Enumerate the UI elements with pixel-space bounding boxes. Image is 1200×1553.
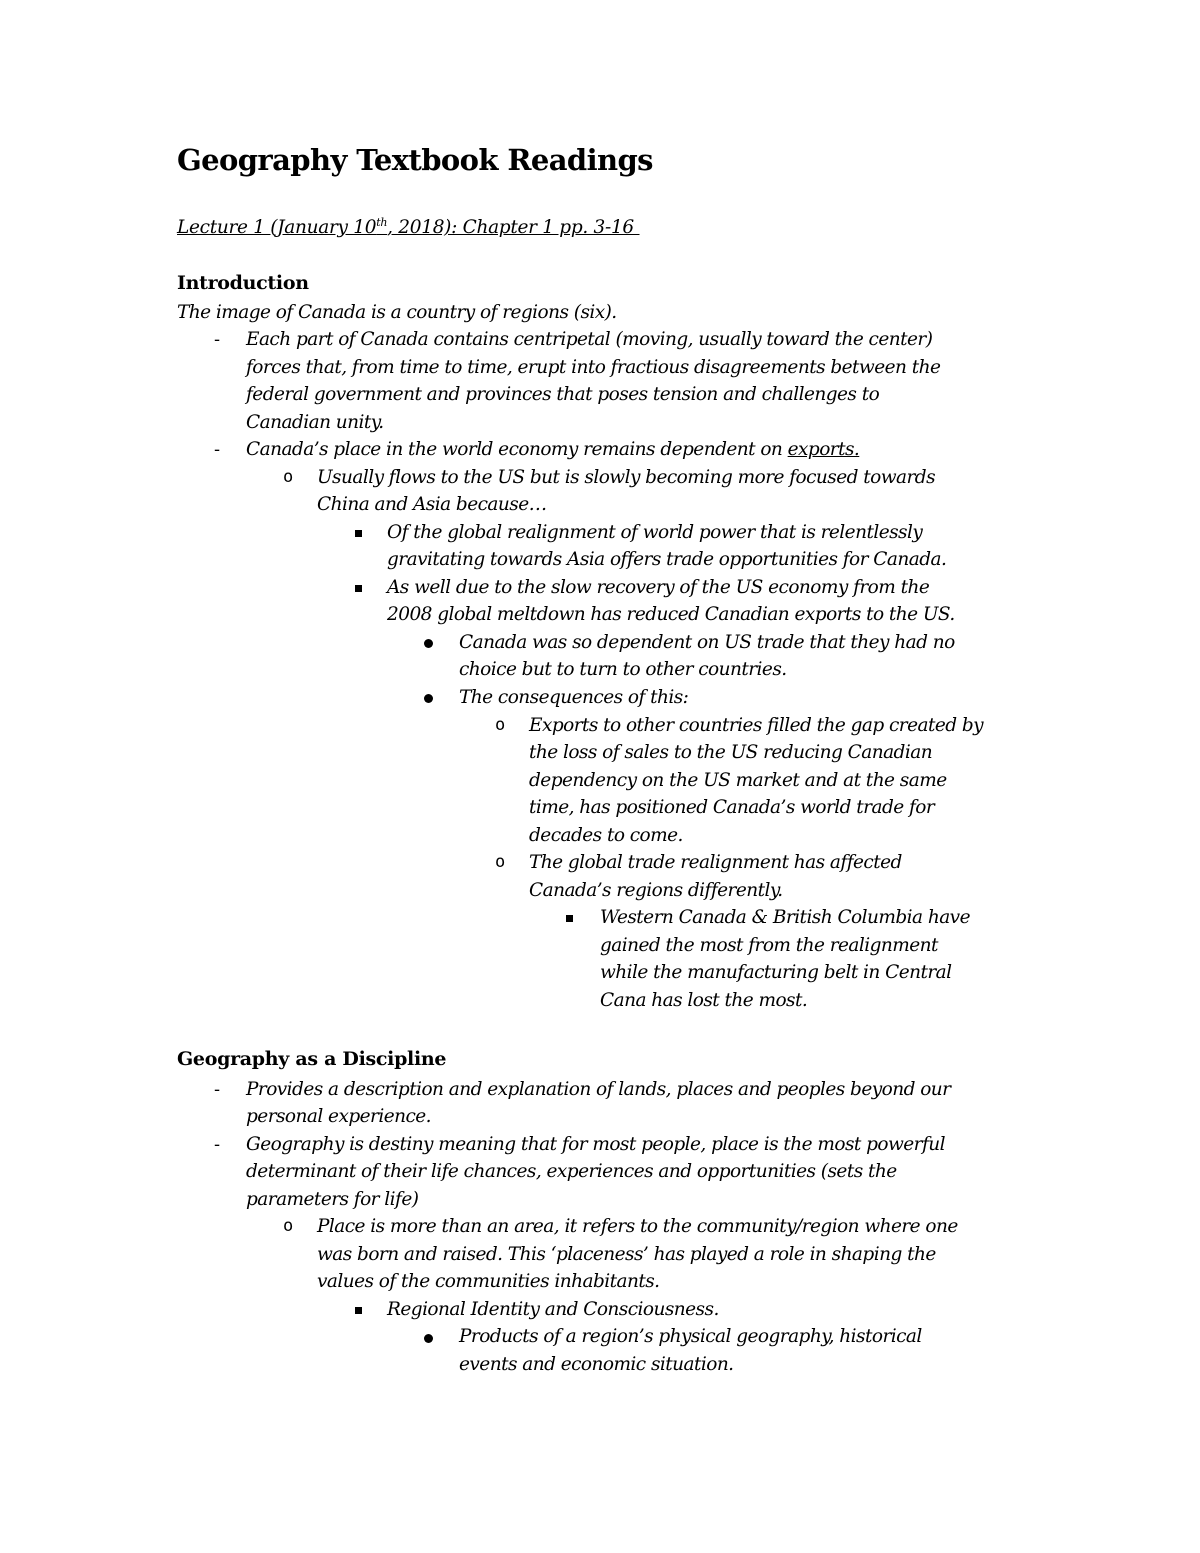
- exports-underlined: exports.: [787, 439, 860, 460]
- dot-bullet: [424, 1334, 433, 1343]
- discipline-heading: Geography as a Discipline: [177, 1048, 447, 1070]
- discipline-line-9: Regional Identity and Consciousness.: [387, 1299, 719, 1320]
- intro-line-6: [246, 436, 859, 464]
- dash-bullet: -: [214, 329, 221, 350]
- intro-line-6-text: Canada’s place in the world economy remains dependent on: [246, 439, 788, 460]
- intro-line-15: The consequences of this:: [459, 687, 689, 708]
- discipline-line-11: events and economic situation.: [459, 1354, 734, 1375]
- square-bullet: [355, 1307, 362, 1314]
- intro-line-26: Cana has lost the most.: [600, 990, 808, 1011]
- discipline-line-10: Products of a region’s physical geography, historical: [459, 1326, 922, 1347]
- intro-line-7: Usually flows to the US but is slowly becoming more focused towards: [317, 467, 936, 488]
- lecture-suffix: , 2018): Chapter 1 pp. 3-16: [387, 217, 640, 238]
- discipline-line-3: Geography is destiny meaning that for most people, place is the most powerful: [246, 1134, 945, 1155]
- circle-bullet: o: [283, 1216, 294, 1236]
- intro-line-23: Western Canada & British Columbia have: [600, 907, 970, 928]
- intro-line-4: federal government and provinces that poses tension and challenges to: [246, 384, 880, 405]
- intro-line-2: Each part of Canada contains centripetal (moving, usually toward the center): [246, 329, 933, 350]
- discipline-line-5: parameters for life): [246, 1189, 419, 1210]
- intro-line-1: The image of Canada is a country of regions (six).: [177, 302, 617, 323]
- intro-line-20: decades to come.: [529, 825, 683, 846]
- square-bullet: [566, 915, 573, 922]
- circle-bullet: o: [283, 467, 294, 487]
- intro-line-5: Canadian unity.: [246, 412, 384, 433]
- intro-line-9: Of the global realignment of world power that is relentlessly: [387, 522, 923, 543]
- discipline-line-1: Provides a description and explanation of lands, places and peoples beyond our: [246, 1079, 951, 1100]
- dash-bullet: -: [214, 1134, 221, 1155]
- lecture-heading: [177, 217, 640, 238]
- discipline-line-2: personal experience.: [246, 1106, 431, 1127]
- intro-line-18: dependency on the US market and at the same: [529, 770, 947, 791]
- page-title: Geography Textbook Readings: [177, 143, 653, 177]
- intro-line-21: The global trade realignment has affected: [529, 852, 902, 873]
- circle-bullet: o: [495, 715, 506, 735]
- discipline-line-8: values of the communities inhabitants.: [317, 1271, 660, 1292]
- discipline-line-7: was born and raised. This ‘placeness’ has played a role in shaping the: [317, 1244, 936, 1265]
- square-bullet: [355, 530, 362, 537]
- intro-line-25: while the manufacturing belt in Central: [600, 962, 952, 983]
- intro-line-16: Exports to other countries filled the gap created by: [529, 715, 984, 736]
- discipline-line-4: determinant of their life chances, experiences and opportunities (sets the: [246, 1161, 897, 1182]
- intro-line-22: Canada’s regions differently.: [529, 880, 783, 901]
- introduction-heading: Introduction: [177, 272, 309, 294]
- dot-bullet: [424, 694, 433, 703]
- intro-line-11: As well due to the slow recovery of the US economy from the: [387, 577, 930, 598]
- intro-line-17: the loss of sales to the US reducing Canadian: [529, 742, 933, 763]
- intro-line-19: time, has positioned Canada’s world trade for: [529, 797, 935, 818]
- circle-bullet: o: [495, 852, 506, 872]
- dash-bullet: -: [214, 1079, 221, 1100]
- intro-line-24: gained the most from the realignment: [600, 935, 938, 956]
- square-bullet: [355, 585, 362, 592]
- intro-line-12: 2008 global meltdown has reduced Canadian exports to the US.: [387, 604, 955, 625]
- intro-line-14: choice but to turn to other countries.: [459, 659, 787, 680]
- intro-line-3: forces that, from time to time, erupt into fractious disagreements between the: [246, 357, 941, 378]
- dot-bullet: [424, 639, 433, 648]
- lecture-superscript: th: [376, 216, 388, 229]
- intro-line-13: Canada was so dependent on US trade that they had no: [459, 632, 955, 653]
- lecture-prefix: Lecture 1 (January 10: [177, 217, 377, 238]
- intro-line-10: gravitating towards Asia offers trade opportunities for Canada.: [387, 549, 947, 570]
- discipline-line-6: Place is more than an area, it refers to the community/region where one: [317, 1216, 958, 1237]
- intro-line-8: China and Asia because…: [317, 494, 547, 515]
- dash-bullet: -: [214, 439, 221, 460]
